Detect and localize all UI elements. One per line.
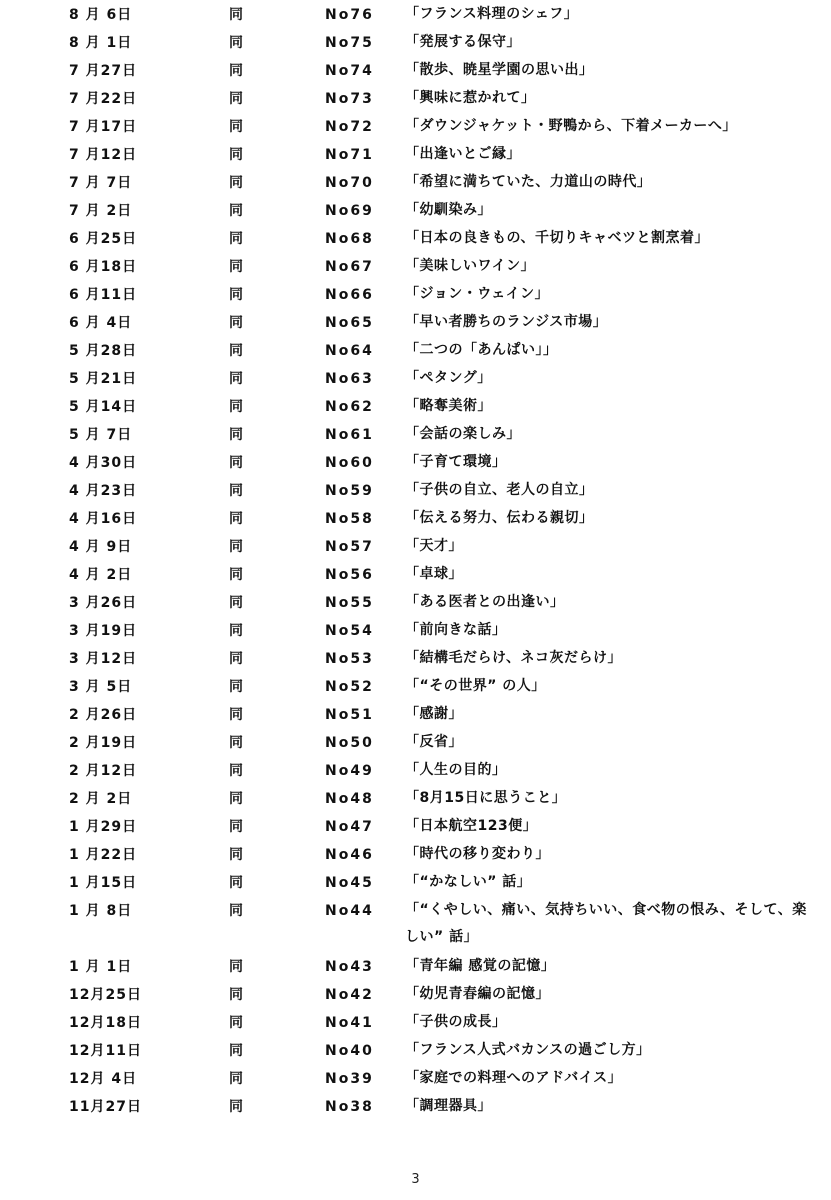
entry-ditto-mark: 同: [229, 343, 243, 359]
entry-title: 「前向きな話」: [405, 622, 507, 638]
entry-title: 「ダウンジャケット・野鴨から、下着メーカーへ」: [405, 118, 737, 134]
entry-title: 「人生の目的」: [405, 762, 507, 778]
entry-ditto-mark: 同: [229, 1071, 243, 1087]
entry-date: 1 月15日: [69, 875, 138, 891]
entry-title: 「フランス料理のシェフ」: [405, 6, 579, 22]
entry-title: 「散歩、暁星学園の思い出」: [405, 62, 594, 78]
entry-title: 「ペタング」: [405, 370, 492, 386]
entry-ditto-mark: 同: [229, 483, 243, 499]
entry-ditto-mark: 同: [229, 791, 243, 807]
entry-date: 7 月22日: [69, 91, 138, 107]
entry-number: No44: [325, 903, 374, 919]
entry-number: No63: [325, 371, 374, 387]
entry-title: 「ある医者との出逢い」: [405, 594, 565, 610]
page-number: 3: [411, 1172, 420, 1187]
entry-ditto-mark: 同: [229, 959, 243, 975]
entry-date: 2 月 2日: [69, 791, 133, 807]
entry-title: 「“かなしい” 話」: [405, 874, 532, 890]
entry-ditto-mark: 同: [229, 315, 243, 331]
entry-number: No41: [325, 1015, 374, 1031]
entry-ditto-mark: 同: [229, 455, 243, 471]
entry-number: No48: [325, 791, 374, 807]
entry-date: 8 月 1日: [69, 35, 133, 51]
entry-ditto-mark: 同: [229, 847, 243, 863]
entry-number: No56: [325, 567, 374, 583]
entry-title: 「時代の移り変わり」: [405, 846, 550, 862]
entry-title: 「略奪美術」: [405, 398, 492, 414]
entry-ditto-mark: 同: [229, 231, 243, 247]
entry-date: 12月18日: [69, 1015, 142, 1031]
entry-ditto-mark: 同: [229, 903, 243, 919]
entry-number: No69: [325, 203, 374, 219]
entry-number: No76: [325, 7, 374, 23]
entry-number: No47: [325, 819, 374, 835]
entry-date: 7 月12日: [69, 147, 138, 163]
entry-title: 「幼児青春編の記憶」: [405, 986, 550, 1002]
entry-date: 4 月30日: [69, 455, 138, 471]
entry-title: 「希望に満ちていた、力道山の時代」: [405, 174, 652, 190]
entry-date: 2 月12日: [69, 763, 138, 779]
entry-ditto-mark: 同: [229, 371, 243, 387]
entry-number: No70: [325, 175, 374, 191]
entry-date: 2 月26日: [69, 707, 138, 723]
entry-title: 「幼馴染み」: [405, 202, 492, 218]
entry-number: No68: [325, 231, 374, 247]
entry-date: 7 月17日: [69, 119, 138, 135]
entry-ditto-mark: 同: [229, 875, 243, 891]
entry-ditto-mark: 同: [229, 147, 243, 163]
entry-ditto-mark: 同: [229, 707, 243, 723]
entry-date: 8 月 6日: [69, 7, 133, 23]
entry-date: 1 月 8日: [69, 903, 133, 919]
entry-date: 6 月11日: [69, 287, 138, 303]
entry-number: No71: [325, 147, 374, 163]
entry-number: No65: [325, 315, 374, 331]
entry-number: No62: [325, 399, 374, 415]
entry-number: No66: [325, 287, 374, 303]
entry-number: No53: [325, 651, 374, 667]
entry-number: No55: [325, 595, 374, 611]
entry-ditto-mark: 同: [229, 7, 243, 23]
entry-number: No50: [325, 735, 374, 751]
entry-ditto-mark: 同: [229, 1043, 243, 1059]
entry-date: 6 月18日: [69, 259, 138, 275]
entry-date: 7 月 2日: [69, 203, 133, 219]
entry-number: No57: [325, 539, 374, 555]
entry-number: No43: [325, 959, 374, 975]
entry-number: No38: [325, 1099, 374, 1115]
entry-number: No42: [325, 987, 374, 1003]
entry-ditto-mark: 同: [229, 651, 243, 667]
entry-title: 「青年編 感覚の記憶」: [405, 958, 556, 974]
entry-ditto-mark: 同: [229, 427, 243, 443]
entry-number: No58: [325, 511, 374, 527]
entry-title: 「日本航空123便」: [405, 818, 538, 834]
entry-number: No67: [325, 259, 374, 275]
entry-ditto-mark: 同: [229, 511, 243, 527]
entry-date: 5 月 7日: [69, 427, 133, 443]
entry-ditto-mark: 同: [229, 735, 243, 751]
entry-date: 3 月19日: [69, 623, 138, 639]
entry-number: No49: [325, 763, 374, 779]
entry-title: 「家庭での料理へのアドバイス」: [405, 1070, 623, 1086]
entry-ditto-mark: 同: [229, 539, 243, 555]
entry-title: 「興味に惹かれて」: [405, 90, 536, 106]
entry-number: No39: [325, 1071, 374, 1087]
entry-number: No59: [325, 483, 374, 499]
entry-number: No60: [325, 455, 374, 471]
entry-date: 1 月29日: [69, 819, 138, 835]
entry-date: 1 月22日: [69, 847, 138, 863]
entry-date: 3 月12日: [69, 651, 138, 667]
entry-title: 「調理器具」: [405, 1098, 492, 1114]
entry-title: 「二つの「あんぱい」」: [405, 342, 558, 358]
entry-date: 12月 4日: [69, 1071, 138, 1087]
entry-title: 「子育て環境」: [405, 454, 507, 470]
entry-number: No51: [325, 707, 374, 723]
entry-title: 「“その世界” の人」: [405, 678, 546, 694]
entry-date: 4 月 2日: [69, 567, 133, 583]
entry-date: 4 月23日: [69, 483, 138, 499]
entry-date: 4 月 9日: [69, 539, 133, 555]
entry-date: 7 月27日: [69, 63, 138, 79]
entry-ditto-mark: 同: [229, 595, 243, 611]
entry-number: No75: [325, 35, 374, 51]
entry-ditto-mark: 同: [229, 819, 243, 835]
entry-date: 12月11日: [69, 1043, 142, 1059]
entry-ditto-mark: 同: [229, 567, 243, 583]
entry-date: 11月27日: [69, 1099, 142, 1115]
entry-title: 「美味しいワイン」: [405, 258, 536, 274]
entry-ditto-mark: 同: [229, 987, 243, 1003]
entry-number: No64: [325, 343, 374, 359]
entry-ditto-mark: 同: [229, 91, 243, 107]
entry-ditto-mark: 同: [229, 259, 243, 275]
entry-ditto-mark: 同: [229, 679, 243, 695]
entry-ditto-mark: 同: [229, 623, 243, 639]
entry-number: No72: [325, 119, 374, 135]
entry-number: No40: [325, 1043, 374, 1059]
entry-date: 1 月 1日: [69, 959, 133, 975]
entry-date: 4 月16日: [69, 511, 138, 527]
entry-title: 「子供の自立、老人の自立」: [405, 482, 594, 498]
entry-title: 「結構毛だらけ、ネコ灰だらけ」: [405, 650, 622, 666]
entry-row: [0, 902, 831, 945]
entry-date: 2 月19日: [69, 735, 138, 751]
entry-number: No73: [325, 91, 374, 107]
entry-ditto-mark: 同: [229, 763, 243, 779]
entry-number: No61: [325, 427, 374, 443]
entry-date: 3 月 5日: [69, 679, 133, 695]
entry-date: 12月25日: [69, 987, 142, 1003]
entry-ditto-mark: 同: [229, 399, 243, 415]
entry-ditto-mark: 同: [229, 1015, 243, 1031]
entry-date: 5 月14日: [69, 399, 138, 415]
entry-title: 「フランス人式バカンスの過ごし方」: [405, 1042, 651, 1058]
entry-date: 7 月 7日: [69, 175, 133, 191]
entry-title: 「伝える努力、伝わる親切」: [405, 510, 594, 526]
entry-title: 「出逢いとご縁」: [405, 146, 521, 162]
entry-date: 5 月21日: [69, 371, 138, 387]
entry-number: No54: [325, 623, 374, 639]
entry-ditto-mark: 同: [229, 35, 243, 51]
entry-title: 「日本の良きもの、千切りキャベツと割烹着」: [405, 230, 709, 246]
entry-title: 「早い者勝ちのランジス市場」: [405, 314, 608, 330]
entry-date: 6 月25日: [69, 231, 138, 247]
entry-title: 「子供の成長」: [405, 1014, 507, 1030]
entry-title: 「ジョン・ウェイン」: [405, 286, 550, 302]
entry-number: No74: [325, 63, 374, 79]
entry-title: 「反省」: [405, 734, 463, 750]
entry-number: No46: [325, 847, 374, 863]
entry-date: 6 月 4日: [69, 315, 133, 331]
entry-title: 「天才」: [405, 538, 463, 554]
entry-number: No45: [325, 875, 374, 891]
entry-number: No52: [325, 679, 374, 695]
entry-title: 「会話の楽しみ」: [405, 426, 521, 442]
entry-ditto-mark: 同: [229, 63, 243, 79]
entry-date: 3 月26日: [69, 595, 138, 611]
entry-title: 「発展する保守」: [405, 34, 521, 50]
entry-ditto-mark: 同: [229, 119, 243, 135]
entry-title: 「“くやしい、痛い、気持ちいい、食べ物の恨み、そして、楽しい” 話」: [405, 902, 807, 945]
entry-title: 「感謝」: [405, 706, 463, 722]
entry-ditto-mark: 同: [229, 287, 243, 303]
entry-ditto-mark: 同: [229, 203, 243, 219]
entry-ditto-mark: 同: [229, 175, 243, 191]
entry-ditto-mark: 同: [229, 1099, 243, 1115]
entry-date: 5 月28日: [69, 343, 138, 359]
entry-row: [0, 1098, 831, 1126]
entry-title: 「卓球」: [405, 566, 463, 582]
entry-title: 「8月15日に思うこと」: [405, 790, 567, 806]
